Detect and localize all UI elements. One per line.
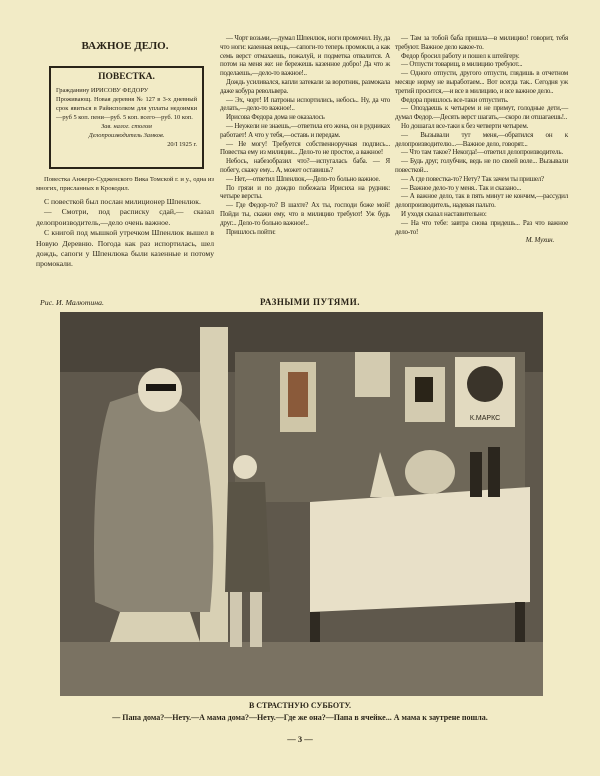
column-1 bbox=[36, 175, 214, 270]
page-number: — 3 — bbox=[287, 734, 313, 744]
paragraph: Федор бросил работу и пошел к штейгеру. bbox=[401, 51, 520, 60]
paragraph: — На что тебе: завтра снова придешь... Раз что важное дело-то! bbox=[395, 218, 568, 236]
notice-addressee: Гражданину ИРИСОВУ ФЕДОРУ bbox=[56, 87, 149, 94]
paragraph: — Что там такое? Некогда!—ответил делопроизводитель. bbox=[401, 148, 563, 157]
caption-text: — Папа дома?—Нету.—А мама дома?—Нету.—Где же она?—Папа в ячейке... А мама к заутрене пошла. bbox=[112, 713, 488, 722]
notice-signed-name: Делопроизводитель Замков. bbox=[88, 132, 165, 139]
cartoon-illustration bbox=[60, 312, 543, 696]
paragraph: — Нет,—ответил Шпенлюк,—Дело-то больно важное. bbox=[226, 174, 380, 183]
paragraph: — Одного отпусти, другого отпусти, глядишь в отчетном месяце норму не выработаем... Вот всегда так.. Сегодня уж третий просится,—и все в милицию, и все важное дело.. bbox=[395, 69, 568, 95]
column-3 bbox=[395, 34, 568, 245]
boy-body bbox=[225, 482, 270, 592]
column-2 bbox=[220, 34, 390, 236]
paragraph: — Смотри, под расписку сдай,— сказал делопроизводитель,—дело очень важное. bbox=[36, 207, 214, 227]
paragraph: — Где Федор-то? В шахте? Ах ты, господи боже мой! Пойди ты, скажи ему, что в милицию требуют! Уж будь друг... Дело-то больно важное!.. bbox=[220, 201, 390, 227]
story-title: ВАЖНОЕ ДЕЛО. bbox=[81, 40, 169, 52]
paragraph: И уходя сказал наставительно: bbox=[401, 209, 487, 218]
paragraph: Пришлось пойти: bbox=[226, 227, 276, 236]
paragraph: — Вызывали тут меня,—обратился он к делопроизводителю...—Важное дело, говорят... bbox=[395, 130, 568, 148]
paragraph: — Не могу! Требуется собственноручная подпись... Повестка ему из милиции... Дело-то не простое, а важное! bbox=[220, 139, 390, 157]
paragraph: С книгой под мышкой утречком Шпенлюк вышел в Новую Деревню. Погода как раз испортилась, шел дождь, сапоги у Шпенлюка были казенные и потому промокали. bbox=[36, 228, 214, 269]
paragraph: — А важное дело, так в пять минут не кончим,—рассудил делопроизводитель, надевая пальто. bbox=[395, 192, 568, 210]
paragraph: Дождь усиливался, капли затекали за воротник, размокала даже кобура револьвера. bbox=[220, 77, 390, 95]
paragraph: Федора пришлось все-таки отпустить. bbox=[401, 95, 509, 104]
paragraph: — Чорт возьми,—думал Шпенлюк, ноги промочил. Ну, да что ноги: казенная вещь,—сапоги-то теперь промокли, а как семь верст отмахаешь, пожалуй, и подметка отвалится. А потом на меня же: не бережешь казенное добро! Да что ж поделаешь,—дело-то важное!.. bbox=[220, 34, 390, 78]
paragraph: — Там за тобой баба пришла—в милицию! говорит, тебя требуют. Важное дело какое-то. bbox=[395, 34, 568, 51]
man-coat bbox=[94, 390, 213, 612]
notice-heading: ПОВЕСТКА. bbox=[98, 72, 155, 82]
paragraph: — Эх, чорт! И патроны испортились, небось.. Ну, да что делать,—дело-то важное!.. bbox=[220, 95, 390, 113]
glasses bbox=[146, 384, 176, 391]
notice-date: 20/I 1925 г. bbox=[167, 141, 197, 148]
paragraph: Небось, набезобразил что?—испугалась баба. — Я побегу, скажу ему... А, может оставишь? bbox=[220, 157, 390, 174]
paragraph: — Опоздаешь к четырем и не примут, голодные дети,—думал Федор.—Десять верст шагать,—скоро ли отшагаешь!.. bbox=[395, 104, 568, 122]
notice-box bbox=[49, 66, 204, 169]
paragraph: Но дошагал все-таки к без четверти четырем. bbox=[401, 121, 529, 130]
paragraph: — Важное дело-то у меня.. Так и сказано... bbox=[401, 183, 522, 192]
table bbox=[310, 487, 530, 612]
paragraph: — Будь друг, голубчик, ведь не по своей воле... Вызывали повесткой... bbox=[395, 157, 568, 174]
boy-head bbox=[233, 455, 257, 479]
caption-title: В СТРАСТНУЮ СУББОТУ. bbox=[248, 701, 352, 710]
cartoon-drawing bbox=[60, 312, 543, 696]
paragraph: — Отпусти товарищ, в милицию требуют... bbox=[401, 60, 523, 69]
paragraph: — Неужели не знаешь,—ответила его жена, он в рудниках работает! А что у тебя,—оставь и передам. bbox=[220, 121, 390, 139]
paragraph: По грязи и по дождю побежала Ирисиха на рудник: четыре версты. bbox=[220, 183, 390, 201]
illustrator-credit: Рис. И. Малютина. bbox=[40, 298, 104, 307]
notice-body: Проживающ. Новая деревня № 127 в 3-х дневный срок явиться в Райисполком для уплаты недоимки—руб 5 коп. пени—руб. 5 коп. всего—руб. 10 коп. bbox=[56, 96, 197, 121]
notice-note: Повестка Анжеро-Судженского Вика Томской г. и у., одна из многих, присланных в Крокодил. bbox=[36, 176, 214, 192]
paragraph: — А где повестка-то? Нету? Так зачем ты пришел? bbox=[401, 174, 544, 183]
poster-text: К.МАРКС bbox=[469, 415, 501, 422]
notice-signed-role: Зав. налог. столом bbox=[101, 123, 152, 130]
paragraph: С повесткой был послан милиционер Шпенлюк. bbox=[44, 197, 201, 206]
bottle bbox=[470, 452, 482, 497]
illustration-heading: РАЗНЫМИ ПУТЯМИ. bbox=[260, 297, 360, 307]
paragraph: Ирисова Федора дома не оказалось bbox=[226, 113, 325, 122]
author-signature: М. Мухин. bbox=[525, 236, 554, 245]
